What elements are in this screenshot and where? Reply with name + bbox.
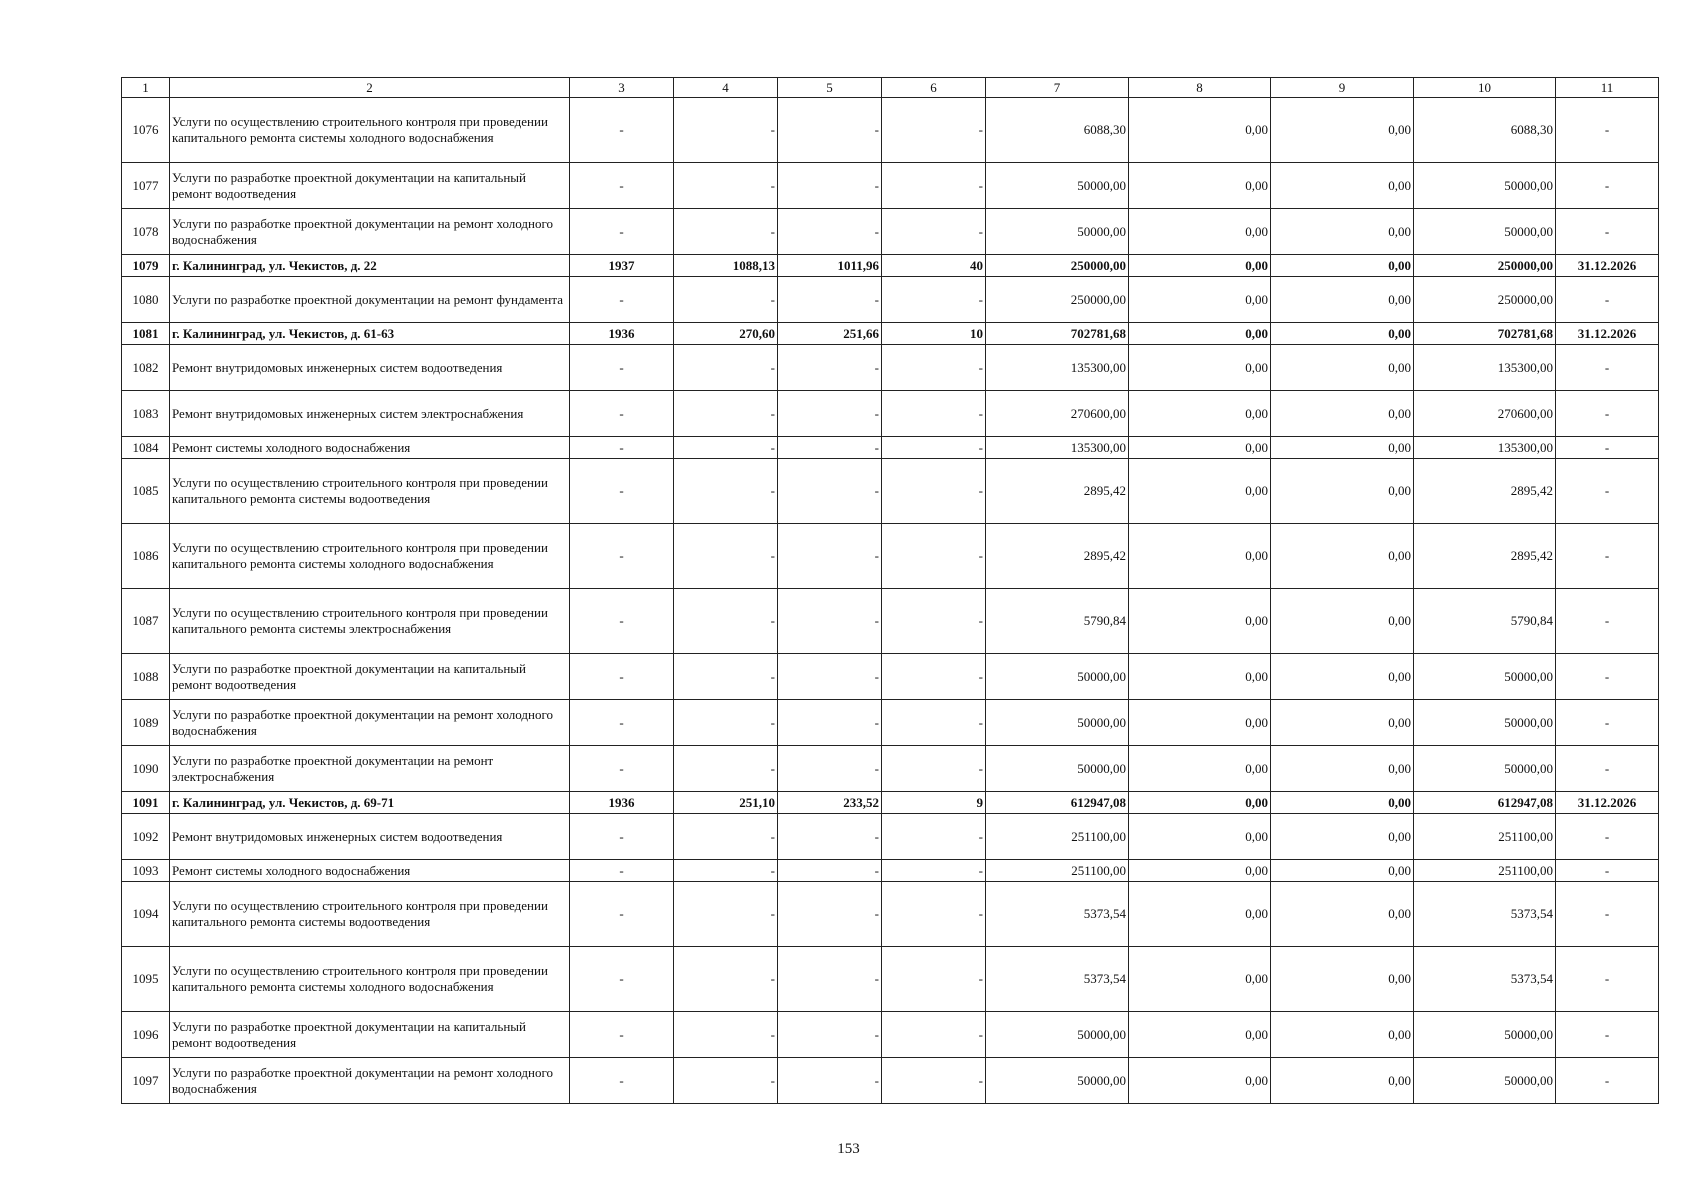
year-cell: -	[570, 700, 674, 746]
living-area-cell: -	[778, 437, 882, 459]
fund-cost-cell: 0,00	[1129, 882, 1271, 947]
total-area-cell: -	[674, 391, 778, 437]
owners-cost-cell: 135300,00	[1414, 345, 1556, 391]
fund-cost-cell: 0,00	[1129, 437, 1271, 459]
fund-cost-cell: 0,00	[1129, 700, 1271, 746]
item-name-cell: г. Калининград, ул. Чекистов, д. 61-63	[170, 323, 570, 345]
budget-cost-cell: 0,00	[1271, 1058, 1414, 1104]
column-number: 9	[1271, 78, 1414, 98]
living-area-cell: -	[778, 1058, 882, 1104]
table-row	[122, 654, 1659, 700]
item-name-cell: Ремонт внутридомовых инженерных систем водоотведения	[170, 814, 570, 860]
table-row	[122, 163, 1659, 209]
total-cost-cell: 50000,00	[986, 700, 1129, 746]
row-number-cell: 1090	[122, 746, 170, 792]
year-cell: -	[570, 437, 674, 459]
owners-cost-cell: 251100,00	[1414, 860, 1556, 882]
total-area-cell: -	[674, 437, 778, 459]
total-area-cell: -	[674, 882, 778, 947]
budget-cost-cell: 0,00	[1271, 98, 1414, 163]
row-number-cell: 1076	[122, 98, 170, 163]
item-name-cell: Услуги по разработке проектной документации на ремонт холодного водоснабжения	[170, 209, 570, 255]
budget-cost-cell: 0,00	[1271, 437, 1414, 459]
deadline-cell: -	[1556, 209, 1659, 255]
year-cell: 1937	[570, 255, 674, 277]
living-area-cell: -	[778, 882, 882, 947]
total-cost-cell: 251100,00	[986, 814, 1129, 860]
total-area-cell: -	[674, 947, 778, 1012]
owners-cost-cell: 270600,00	[1414, 391, 1556, 437]
row-number-cell: 1092	[122, 814, 170, 860]
table-row	[122, 437, 1659, 459]
deadline-cell: -	[1556, 277, 1659, 323]
deadline-cell: -	[1556, 589, 1659, 654]
total-cost-cell: 50000,00	[986, 163, 1129, 209]
item-name-cell: Ремонт внутридомовых инженерных систем электроснабжения	[170, 391, 570, 437]
living-area-cell: -	[778, 98, 882, 163]
column-number: 1	[122, 78, 170, 98]
total-area-cell: -	[674, 814, 778, 860]
year-cell: -	[570, 277, 674, 323]
residents-cell: -	[882, 209, 986, 255]
item-name-cell: Услуги по осуществлению строительного контроля при проведении капитального ремонта системы холодного водоснабжения	[170, 98, 570, 163]
residents-cell: -	[882, 459, 986, 524]
column-number: 2	[170, 78, 570, 98]
residents-cell: -	[882, 882, 986, 947]
table-row	[122, 814, 1659, 860]
total-cost-cell: 50000,00	[986, 1058, 1129, 1104]
item-name-cell: Услуги по разработке проектной документации на капитальный ремонт водоотведения	[170, 163, 570, 209]
living-area-cell: -	[778, 459, 882, 524]
table-row	[122, 391, 1659, 437]
total-cost-cell: 251100,00	[986, 860, 1129, 882]
year-cell: -	[570, 345, 674, 391]
row-number-cell: 1088	[122, 654, 170, 700]
owners-cost-cell: 50000,00	[1414, 700, 1556, 746]
owners-cost-cell: 250000,00	[1414, 255, 1556, 277]
table-row	[122, 209, 1659, 255]
owners-cost-cell: 612947,08	[1414, 792, 1556, 814]
deadline-cell: -	[1556, 700, 1659, 746]
column-number: 8	[1129, 78, 1271, 98]
year-cell: 1936	[570, 792, 674, 814]
year-cell: -	[570, 814, 674, 860]
deadline-cell: -	[1556, 746, 1659, 792]
living-area-cell: -	[778, 345, 882, 391]
table-row	[122, 345, 1659, 391]
residents-cell: -	[882, 163, 986, 209]
budget-cost-cell: 0,00	[1271, 860, 1414, 882]
owners-cost-cell: 50000,00	[1414, 746, 1556, 792]
owners-cost-cell: 50000,00	[1414, 654, 1556, 700]
total-cost-cell: 135300,00	[986, 345, 1129, 391]
item-name-cell: Ремонт внутридомовых инженерных систем водоотведения	[170, 345, 570, 391]
row-number-cell: 1078	[122, 209, 170, 255]
fund-cost-cell: 0,00	[1129, 1012, 1271, 1058]
item-name-cell: Услуги по разработке проектной документации на ремонт электроснабжения	[170, 746, 570, 792]
total-area-cell: -	[674, 209, 778, 255]
deadline-cell: 31.12.2026	[1556, 255, 1659, 277]
owners-cost-cell: 50000,00	[1414, 1058, 1556, 1104]
total-area-cell: 251,10	[674, 792, 778, 814]
living-area-cell: 251,66	[778, 323, 882, 345]
total-cost-cell: 2895,42	[986, 459, 1129, 524]
fund-cost-cell: 0,00	[1129, 792, 1271, 814]
total-area-cell: -	[674, 1012, 778, 1058]
owners-cost-cell: 50000,00	[1414, 163, 1556, 209]
owners-cost-cell: 135300,00	[1414, 437, 1556, 459]
fund-cost-cell: 0,00	[1129, 345, 1271, 391]
total-area-cell: -	[674, 746, 778, 792]
budget-cost-cell: 0,00	[1271, 277, 1414, 323]
total-cost-cell: 50000,00	[986, 209, 1129, 255]
fund-cost-cell: 0,00	[1129, 1058, 1271, 1104]
residents-cell: -	[882, 746, 986, 792]
living-area-cell: -	[778, 746, 882, 792]
budget-cost-cell: 0,00	[1271, 947, 1414, 1012]
total-area-cell: -	[674, 277, 778, 323]
fund-cost-cell: 0,00	[1129, 654, 1271, 700]
budget-cost-cell: 0,00	[1271, 814, 1414, 860]
year-cell: -	[570, 163, 674, 209]
total-area-cell: -	[674, 524, 778, 589]
residents-cell: -	[882, 391, 986, 437]
table-row	[122, 792, 1659, 814]
living-area-cell: -	[778, 1012, 882, 1058]
deadline-cell: -	[1556, 524, 1659, 589]
total-area-cell: -	[674, 654, 778, 700]
residents-cell: -	[882, 589, 986, 654]
table-row	[122, 255, 1659, 277]
register-table	[121, 77, 1659, 1104]
residents-cell: -	[882, 437, 986, 459]
year-cell: -	[570, 654, 674, 700]
deadline-cell: -	[1556, 1012, 1659, 1058]
table-row	[122, 459, 1659, 524]
item-name-cell: Услуги по осуществлению строительного контроля при проведении капитального ремонта системы электроснабжения	[170, 589, 570, 654]
total-area-cell: 1088,13	[674, 255, 778, 277]
table-row	[122, 1058, 1659, 1104]
row-number-cell: 1096	[122, 1012, 170, 1058]
deadline-cell: -	[1556, 947, 1659, 1012]
total-area-cell: -	[674, 345, 778, 391]
owners-cost-cell: 5790,84	[1414, 589, 1556, 654]
table-row	[122, 746, 1659, 792]
residents-cell: 10	[882, 323, 986, 345]
budget-cost-cell: 0,00	[1271, 459, 1414, 524]
total-cost-cell: 50000,00	[986, 1012, 1129, 1058]
owners-cost-cell: 50000,00	[1414, 1012, 1556, 1058]
deadline-cell: -	[1556, 98, 1659, 163]
column-number-row	[122, 78, 1659, 98]
table-row	[122, 277, 1659, 323]
year-cell: -	[570, 524, 674, 589]
row-number-cell: 1086	[122, 524, 170, 589]
row-number-cell: 1089	[122, 700, 170, 746]
year-cell: -	[570, 589, 674, 654]
row-number-cell: 1084	[122, 437, 170, 459]
fund-cost-cell: 0,00	[1129, 277, 1271, 323]
table-row	[122, 1012, 1659, 1058]
item-name-cell: г. Калининград, ул. Чекистов, д. 69-71	[170, 792, 570, 814]
budget-cost-cell: 0,00	[1271, 345, 1414, 391]
living-area-cell: -	[778, 391, 882, 437]
total-cost-cell: 2895,42	[986, 524, 1129, 589]
fund-cost-cell: 0,00	[1129, 746, 1271, 792]
residents-cell: -	[882, 654, 986, 700]
living-area-cell: -	[778, 589, 882, 654]
year-cell: -	[570, 882, 674, 947]
living-area-cell: -	[778, 860, 882, 882]
item-name-cell: Услуги по разработке проектной документации на ремонт фундамента	[170, 277, 570, 323]
fund-cost-cell: 0,00	[1129, 255, 1271, 277]
living-area-cell: -	[778, 524, 882, 589]
total-area-cell: 270,60	[674, 323, 778, 345]
fund-cost-cell: 0,00	[1129, 860, 1271, 882]
item-name-cell: Услуги по осуществлению строительного контроля при проведении капитального ремонта системы холодного водоснабжения	[170, 524, 570, 589]
year-cell: -	[570, 391, 674, 437]
year-cell: -	[570, 746, 674, 792]
item-name-cell: Ремонт системы холодного водоснабжения	[170, 860, 570, 882]
year-cell: -	[570, 459, 674, 524]
table-row	[122, 947, 1659, 1012]
year-cell: -	[570, 947, 674, 1012]
owners-cost-cell: 5373,54	[1414, 882, 1556, 947]
row-number-cell: 1094	[122, 882, 170, 947]
owners-cost-cell: 250000,00	[1414, 277, 1556, 323]
residents-cell: -	[882, 345, 986, 391]
living-area-cell: -	[778, 654, 882, 700]
budget-cost-cell: 0,00	[1271, 700, 1414, 746]
residents-cell: -	[882, 277, 986, 323]
living-area-cell: -	[778, 209, 882, 255]
column-number: 5	[778, 78, 882, 98]
living-area-cell: -	[778, 947, 882, 1012]
living-area-cell: -	[778, 163, 882, 209]
row-number-cell: 1093	[122, 860, 170, 882]
living-area-cell: 1011,96	[778, 255, 882, 277]
row-number-cell: 1091	[122, 792, 170, 814]
year-cell: -	[570, 209, 674, 255]
total-cost-cell: 250000,00	[986, 255, 1129, 277]
living-area-cell: -	[778, 814, 882, 860]
total-cost-cell: 5373,54	[986, 882, 1129, 947]
row-number-cell: 1081	[122, 323, 170, 345]
residents-cell: -	[882, 98, 986, 163]
budget-cost-cell: 0,00	[1271, 882, 1414, 947]
item-name-cell: Услуги по осуществлению строительного контроля при проведении капитального ремонта системы холодного водоснабжения	[170, 947, 570, 1012]
total-cost-cell: 702781,68	[986, 323, 1129, 345]
item-name-cell: Услуги по осуществлению строительного контроля при проведении капитального ремонта системы водоотведения	[170, 882, 570, 947]
item-name-cell: Услуги по разработке проектной документации на капитальный ремонт водоотведения	[170, 1012, 570, 1058]
fund-cost-cell: 0,00	[1129, 814, 1271, 860]
total-cost-cell: 50000,00	[986, 654, 1129, 700]
item-name-cell: Услуги по осуществлению строительного контроля при проведении капитального ремонта системы водоотведения	[170, 459, 570, 524]
table-row	[122, 323, 1659, 345]
deadline-cell: 31.12.2026	[1556, 792, 1659, 814]
total-area-cell: -	[674, 1058, 778, 1104]
budget-cost-cell: 0,00	[1271, 792, 1414, 814]
table-body	[122, 78, 1659, 1104]
total-area-cell: -	[674, 459, 778, 524]
fund-cost-cell: 0,00	[1129, 391, 1271, 437]
budget-cost-cell: 0,00	[1271, 209, 1414, 255]
budget-cost-cell: 0,00	[1271, 589, 1414, 654]
year-cell: -	[570, 1058, 674, 1104]
owners-cost-cell: 6088,30	[1414, 98, 1556, 163]
item-name-cell: Услуги по разработке проектной документации на ремонт холодного водоснабжения	[170, 1058, 570, 1104]
row-number-cell: 1077	[122, 163, 170, 209]
column-number: 7	[986, 78, 1129, 98]
deadline-cell: -	[1556, 437, 1659, 459]
living-area-cell: -	[778, 700, 882, 746]
deadline-cell: 31.12.2026	[1556, 323, 1659, 345]
budget-cost-cell: 0,00	[1271, 654, 1414, 700]
owners-cost-cell: 251100,00	[1414, 814, 1556, 860]
budget-cost-cell: 0,00	[1271, 391, 1414, 437]
deadline-cell: -	[1556, 860, 1659, 882]
row-number-cell: 1087	[122, 589, 170, 654]
total-area-cell: -	[674, 98, 778, 163]
fund-cost-cell: 0,00	[1129, 163, 1271, 209]
owners-cost-cell: 2895,42	[1414, 524, 1556, 589]
residents-cell: 9	[882, 792, 986, 814]
deadline-cell: -	[1556, 459, 1659, 524]
column-number: 4	[674, 78, 778, 98]
residents-cell: -	[882, 1012, 986, 1058]
total-cost-cell: 270600,00	[986, 391, 1129, 437]
total-cost-cell: 50000,00	[986, 746, 1129, 792]
owners-cost-cell: 2895,42	[1414, 459, 1556, 524]
deadline-cell: -	[1556, 391, 1659, 437]
table-row	[122, 700, 1659, 746]
deadline-cell: -	[1556, 882, 1659, 947]
fund-cost-cell: 0,00	[1129, 459, 1271, 524]
item-name-cell: Ремонт системы холодного водоснабжения	[170, 437, 570, 459]
owners-cost-cell: 702781,68	[1414, 323, 1556, 345]
total-cost-cell: 135300,00	[986, 437, 1129, 459]
residents-cell: -	[882, 947, 986, 1012]
budget-cost-cell: 0,00	[1271, 1012, 1414, 1058]
page-number: 153	[837, 1141, 860, 1157]
deadline-cell: -	[1556, 654, 1659, 700]
table-row	[122, 98, 1659, 163]
deadline-cell: -	[1556, 814, 1659, 860]
year-cell: -	[570, 1012, 674, 1058]
total-area-cell: -	[674, 700, 778, 746]
fund-cost-cell: 0,00	[1129, 589, 1271, 654]
item-name-cell: г. Калининград, ул. Чекистов, д. 22	[170, 255, 570, 277]
column-number: 10	[1414, 78, 1556, 98]
residents-cell: -	[882, 814, 986, 860]
budget-cost-cell: 0,00	[1271, 255, 1414, 277]
row-number-cell: 1079	[122, 255, 170, 277]
residents-cell: -	[882, 700, 986, 746]
table-row	[122, 882, 1659, 947]
table-row	[122, 524, 1659, 589]
budget-cost-cell: 0,00	[1271, 524, 1414, 589]
table-row	[122, 589, 1659, 654]
total-area-cell: -	[674, 589, 778, 654]
year-cell: -	[570, 98, 674, 163]
residents-cell: -	[882, 860, 986, 882]
fund-cost-cell: 0,00	[1129, 524, 1271, 589]
residents-cell: 40	[882, 255, 986, 277]
year-cell: 1936	[570, 323, 674, 345]
owners-cost-cell: 5373,54	[1414, 947, 1556, 1012]
year-cell: -	[570, 860, 674, 882]
column-number: 3	[570, 78, 674, 98]
table-row	[122, 860, 1659, 882]
column-number: 6	[882, 78, 986, 98]
budget-cost-cell: 0,00	[1271, 163, 1414, 209]
item-name-cell: Услуги по разработке проектной документации на ремонт холодного водоснабжения	[170, 700, 570, 746]
residents-cell: -	[882, 524, 986, 589]
row-number-cell: 1080	[122, 277, 170, 323]
living-area-cell: 233,52	[778, 792, 882, 814]
row-number-cell: 1085	[122, 459, 170, 524]
total-cost-cell: 250000,00	[986, 277, 1129, 323]
fund-cost-cell: 0,00	[1129, 209, 1271, 255]
fund-cost-cell: 0,00	[1129, 947, 1271, 1012]
total-area-cell: -	[674, 163, 778, 209]
budget-cost-cell: 0,00	[1271, 323, 1414, 345]
total-cost-cell: 6088,30	[986, 98, 1129, 163]
total-cost-cell: 612947,08	[986, 792, 1129, 814]
deadline-cell: -	[1556, 345, 1659, 391]
row-number-cell: 1095	[122, 947, 170, 1012]
item-name-cell: Услуги по разработке проектной документации на капитальный ремонт водоотведения	[170, 654, 570, 700]
fund-cost-cell: 0,00	[1129, 323, 1271, 345]
deadline-cell: -	[1556, 163, 1659, 209]
living-area-cell: -	[778, 277, 882, 323]
row-number-cell: 1082	[122, 345, 170, 391]
fund-cost-cell: 0,00	[1129, 98, 1271, 163]
row-number-cell: 1097	[122, 1058, 170, 1104]
row-number-cell: 1083	[122, 391, 170, 437]
column-number: 11	[1556, 78, 1659, 98]
residents-cell: -	[882, 1058, 986, 1104]
total-cost-cell: 5373,54	[986, 947, 1129, 1012]
budget-cost-cell: 0,00	[1271, 746, 1414, 792]
total-cost-cell: 5790,84	[986, 589, 1129, 654]
deadline-cell: -	[1556, 1058, 1659, 1104]
owners-cost-cell: 50000,00	[1414, 209, 1556, 255]
total-area-cell: -	[674, 860, 778, 882]
